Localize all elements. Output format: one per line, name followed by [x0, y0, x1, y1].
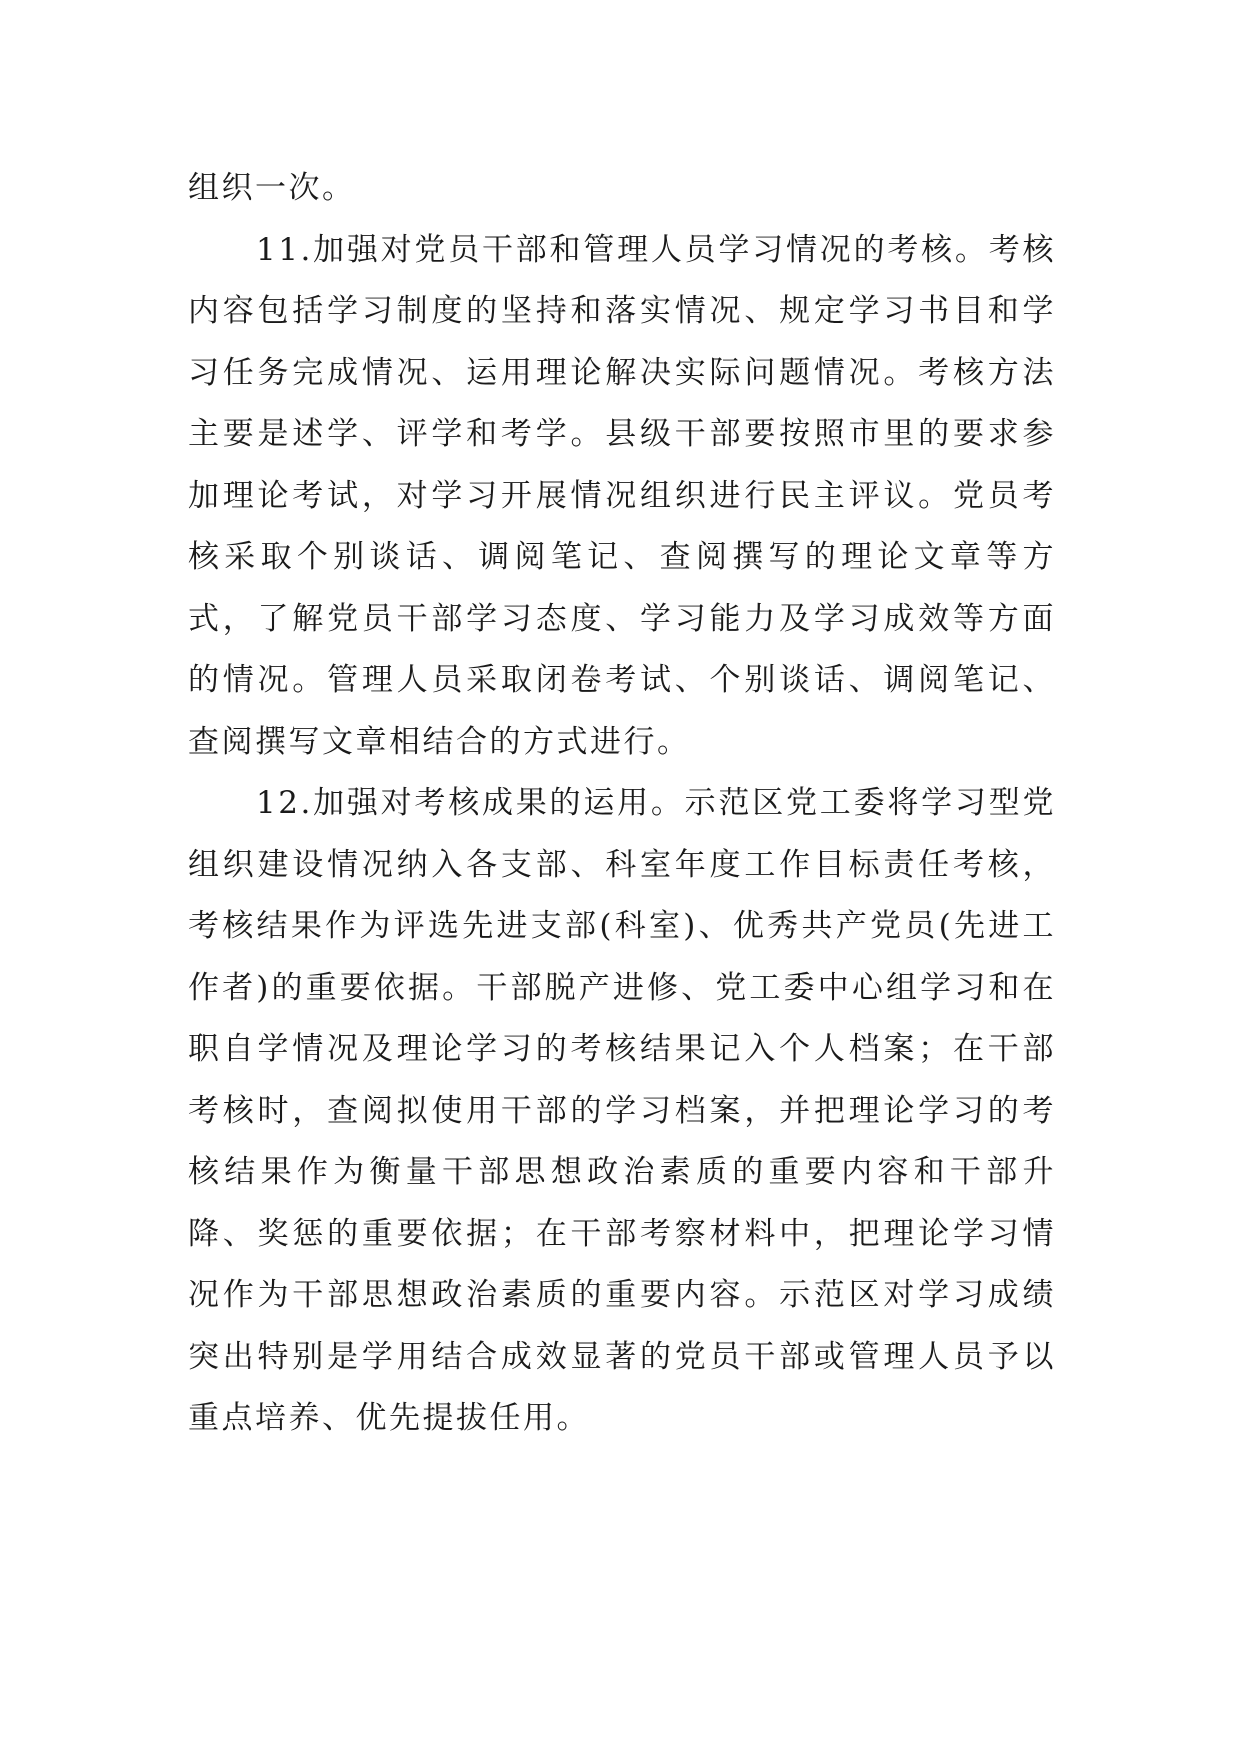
body-text [188, 158, 1056, 1450]
paragraph-continuation: 组织一次。 [188, 170, 356, 206]
paragraph-item-12: 12.加强对考核成果的运用。示范区党工委将学习型党组织建设情况纳入各支部、科室年度工作目标责任考核，考核结果作为评选先进支部(科室)、优秀共产党员(先进工作者)的重要依据。干部脱产进修、党工委中心组学习和在职自学情况及理论学习的考核结果记入个人档案；在干部考核时，查阅拟使用干部的学习档案，并把理论学习的考核结果作为衡量干部思想政治素质的重要内容和干部升降、奖惩的重要依据；在干部考察材料中，把理论学习情况作为干部思想政治素质的重要内容。示范区对学习成绩突出特别是学用结合成效显著的党员干部或管理人员予以重点培养、优先提拔任用。 [188, 785, 1056, 1436]
paragraph-item-11: 11.加强对党员干部和管理人员学习情况的考核。考核内容包括学习制度的坚持和落实情况、规定学习书目和学习任务完成情况、运用理论解决实际问题情况。考核方法主要是述学、评学和考学。县级干部要按照市里的要求参加理论考试，对学习开展情况组织进行民主评议。党员考核采取个别谈话、调阅笔记、查阅撰写的理论文章等方式，了解党员干部学习态度、学习能力及学习成效等方面的情况。管理人员采取闭卷考试、个别谈话、调阅笔记、查阅撰写文章相结合的方式进行。 [188, 231, 1056, 760]
